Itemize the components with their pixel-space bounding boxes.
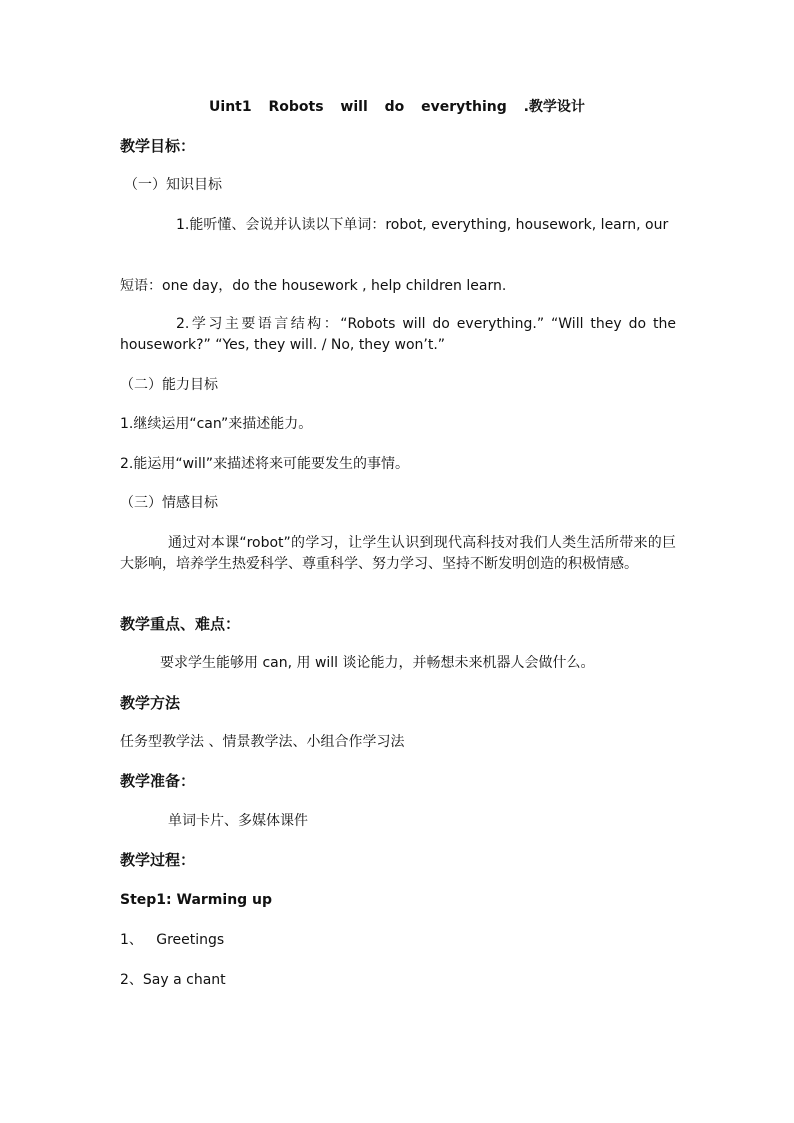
ability-heading: （二）能力目标 <box>120 377 218 393</box>
document-title: Uint1 Robots will do everything .教学设计 <box>209 99 585 115</box>
step1-item-2: 2、Say a chant <box>120 972 226 988</box>
methods-text: 任务型教学法 、情景教学法、小组合作学习法 <box>120 734 405 750</box>
ability-item-2: 2.能运用“will”来描述将来可能要发生的事情。 <box>120 456 409 472</box>
keypoints-heading: 教学重点、难点： <box>120 615 241 633</box>
prep-heading: 教学准备： <box>120 772 196 790</box>
prep-text: 单词卡片、多媒体课件 <box>168 813 308 829</box>
emotion-text: 通过对本课“robot”的学习，让学生认识到现代高科技对我们人类生活所带来的巨 大影响，培养学生热爱科学、尊重科学、努力学习、坚持不断发明创造的积极情感。 <box>120 535 766 572</box>
knowledge-item-1: 1.能听懂、会说并认读以下单词：robot, everything, housework, learn, our <box>176 217 669 233</box>
knowledge-item-2: 2.学习主要语言结构：“Robots will do everything.” “Will they do the housework?” “Yes, they will. / No, they won’t.” <box>120 316 676 353</box>
goals-heading: 教学目标： <box>120 137 196 155</box>
step1-item-1: 1、 Greetings <box>120 932 225 948</box>
emotion-heading: （三）情感目标 <box>120 495 218 511</box>
phrases-line: 短语：one day，do the housework , help children learn. <box>120 278 507 294</box>
knowledge-heading: （一）知识目标 <box>124 177 222 193</box>
step1-heading: Step1: Warming up <box>120 892 273 908</box>
methods-heading: 教学方法 <box>120 694 181 712</box>
keypoints-text: 要求学生能够用 can, 用 will 谈论能力，并畅想未来机器人会做什么。 <box>160 655 595 671</box>
ability-item-1: 1.继续运用“can”来描述能力。 <box>120 416 313 432</box>
process-heading: 教学过程： <box>120 851 196 869</box>
